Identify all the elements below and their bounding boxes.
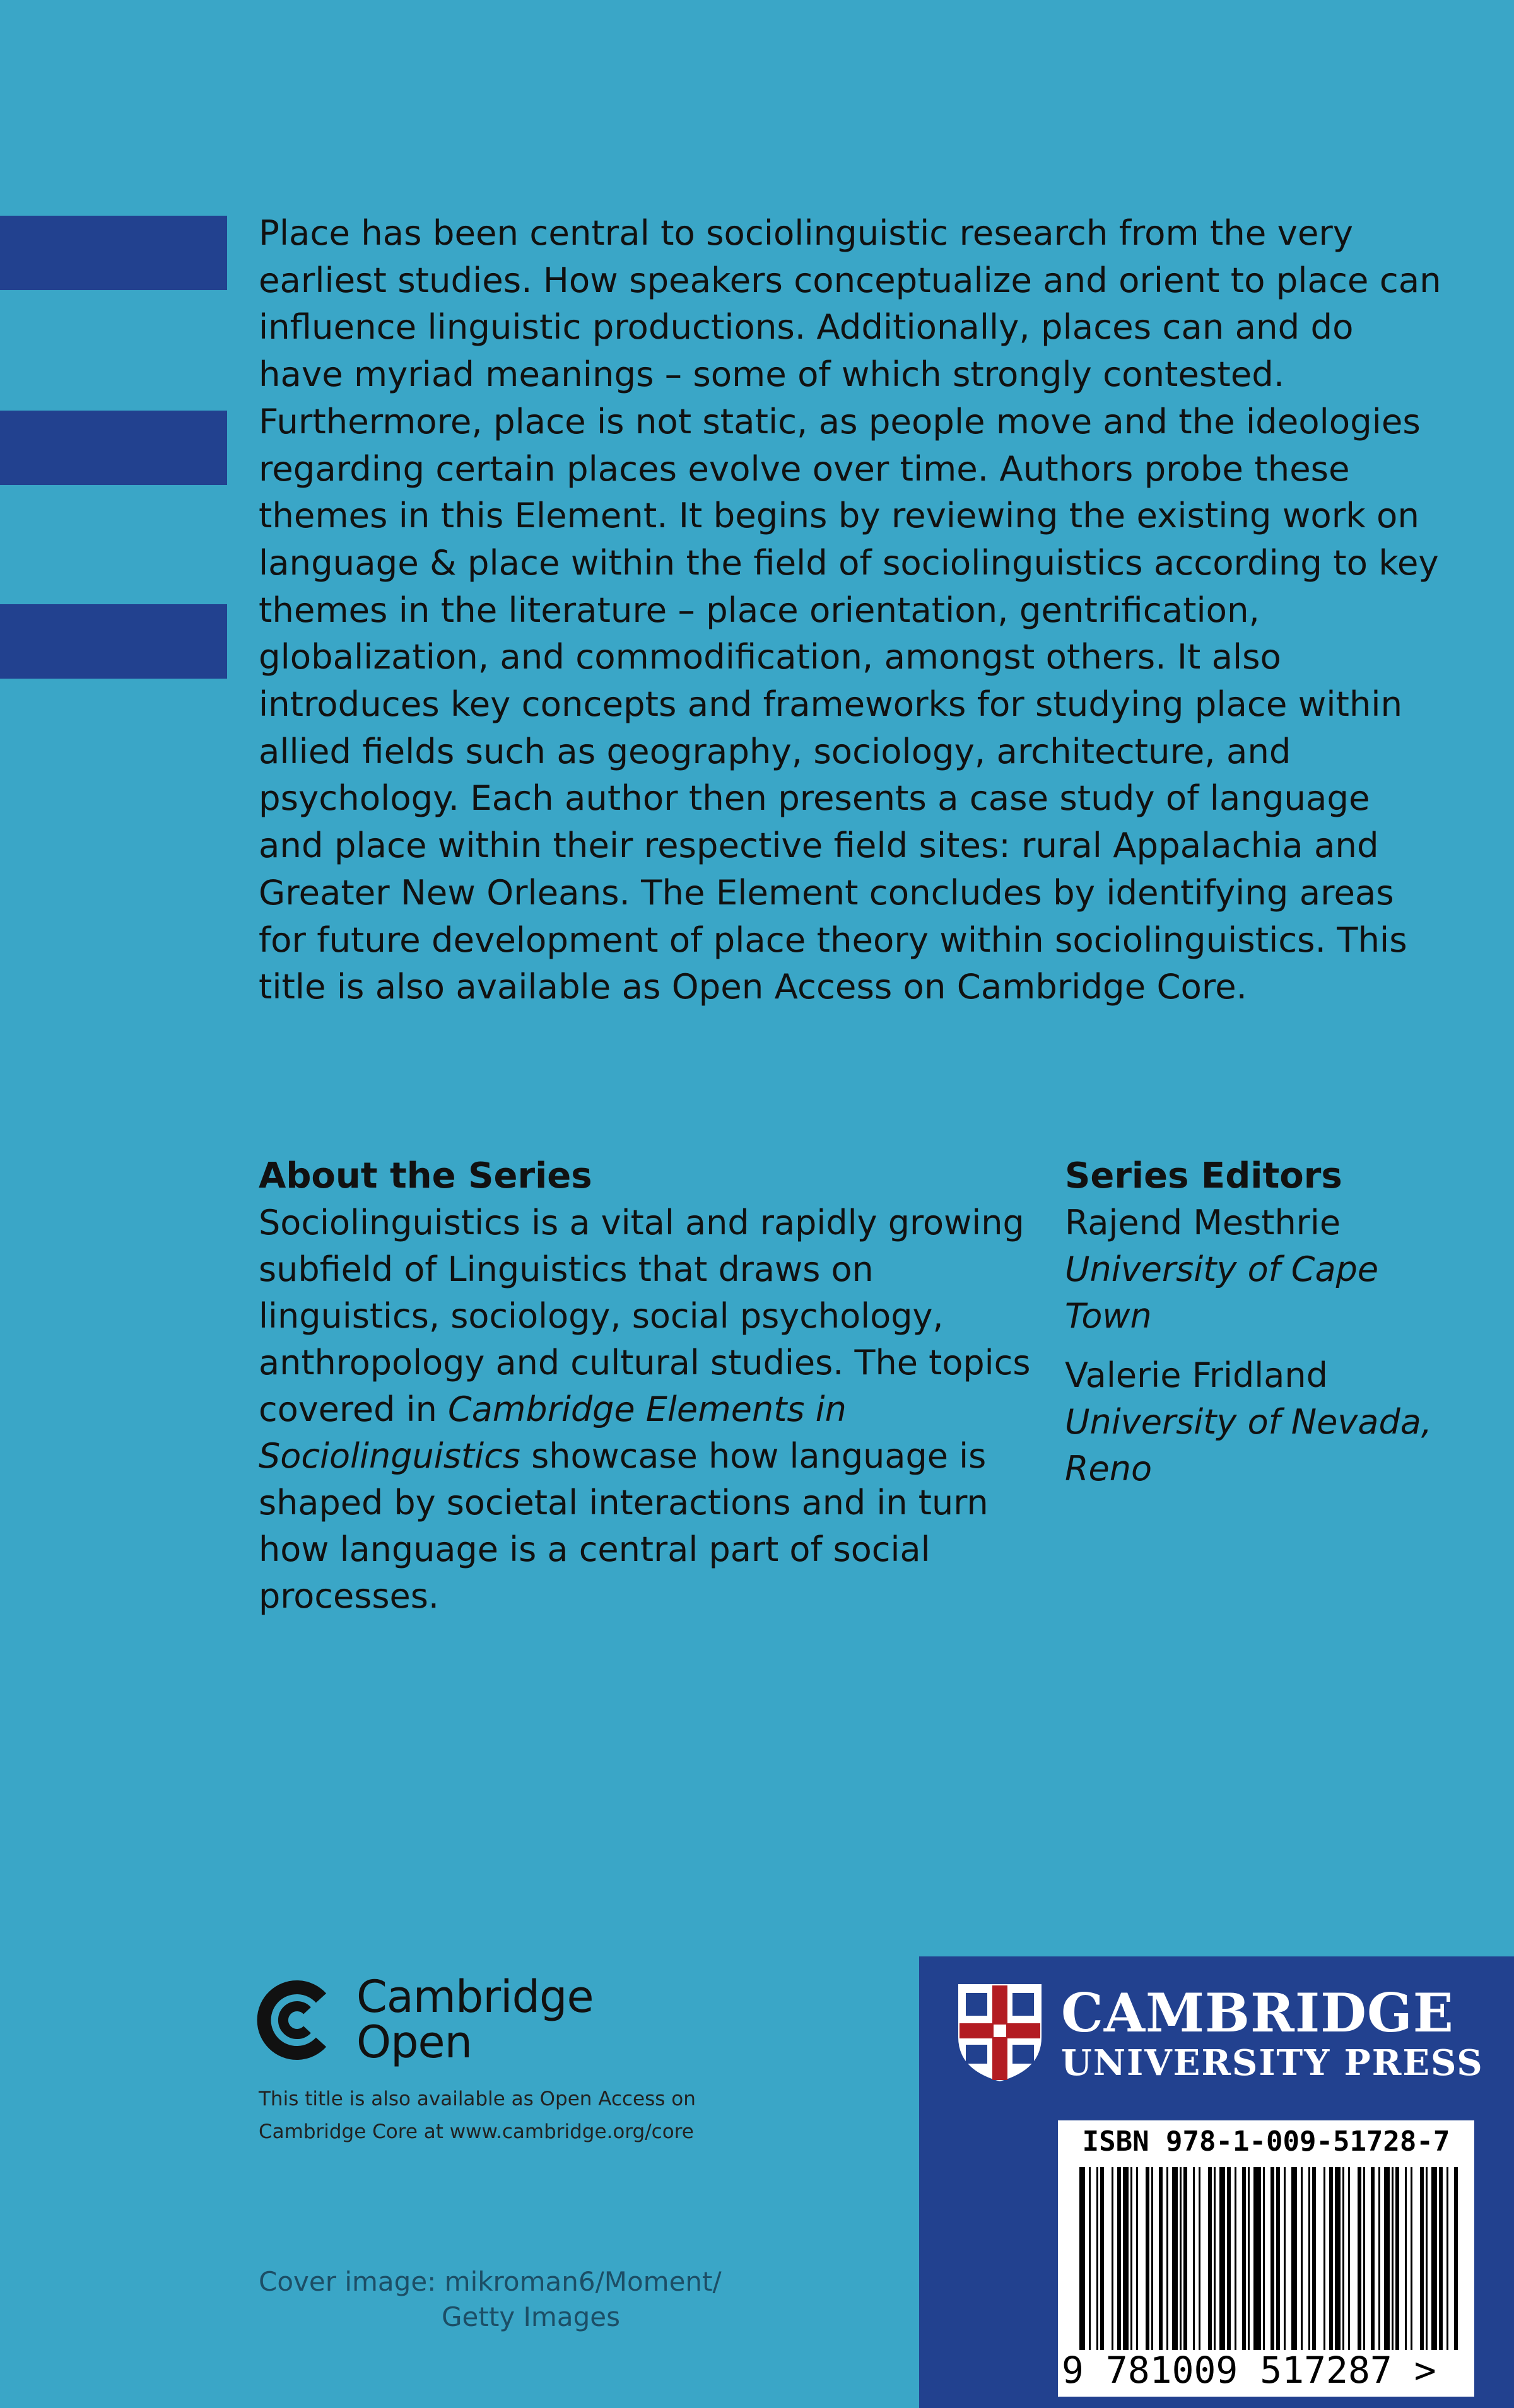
barcode-bar <box>1454 2167 1458 2350</box>
barcode-bar <box>1439 2167 1443 2350</box>
credit-line2: Getty Images <box>442 2301 620 2332</box>
note-line2: Cambridge Core at www.cambridge.org/core <box>259 2120 694 2143</box>
editor-entry <box>1065 1352 1469 1492</box>
barcode-bar <box>1146 2167 1149 2350</box>
barcode-bar <box>1384 2167 1390 2350</box>
barcode-bar <box>1284 2167 1286 2350</box>
publisher-name-line1: CAMBRIDGE <box>1061 1982 1454 2044</box>
series-editors-heading: Series Editors <box>1065 1155 1342 1196</box>
barcode-bar <box>1363 2167 1365 2350</box>
barcode-bar <box>1405 2167 1407 2350</box>
barcode-bar <box>1411 2167 1412 2350</box>
about-series-section <box>259 1153 1035 1620</box>
publisher-wordmark <box>1061 1983 1484 2083</box>
university-shield-icon <box>956 1982 1044 2083</box>
barcode-bar <box>1248 2167 1250 2350</box>
about-series-text <box>259 1200 1035 1620</box>
barcode-bar <box>1096 2167 1098 2350</box>
open-access-note <box>259 2083 826 2148</box>
series-title: Cambridge Elements in Sociolinguistics <box>259 1389 847 1476</box>
accent-bar-2 <box>0 411 227 485</box>
barcode-bar <box>1180 2167 1182 2350</box>
barcode-bars <box>1079 2167 1458 2350</box>
credit-line1: Cover image: mikroman6/Moment/ <box>259 2266 722 2297</box>
barcode-bar <box>1291 2167 1297 2350</box>
series-editors-section <box>1065 1153 1469 1505</box>
cambridge-open-wordmark <box>356 1971 594 2068</box>
barcode-bar <box>1263 2167 1265 2350</box>
about-series-heading: About the Series <box>259 1155 592 1196</box>
barcode-bar <box>1358 2167 1361 2350</box>
barcode-bar <box>1270 2167 1274 2350</box>
barcode-bar <box>1136 2167 1138 2350</box>
barcode-bar <box>1426 2167 1428 2350</box>
barcode-bar <box>1117 2167 1121 2350</box>
cambridge-open-c-icon <box>255 1979 337 2061</box>
barcode-bar <box>1378 2167 1380 2350</box>
editor-affiliation: University of Cape Town <box>1065 1249 1379 1336</box>
barcode-bar <box>1166 2167 1168 2350</box>
barcode-bar <box>1276 2167 1280 2350</box>
barcode-bar <box>1323 2167 1325 2350</box>
barcode-bar <box>1371 2167 1375 2350</box>
barcode-bar <box>1392 2167 1394 2350</box>
barcode-digits: 9 781009 517287 > <box>1062 2349 1436 2392</box>
barcode-bar <box>1242 2167 1246 2350</box>
barcode-bar <box>1199 2167 1200 2350</box>
isbn-label: ISBN 978-1-009-51728-7 <box>1082 2125 1450 2158</box>
barcode-bar <box>1208 2167 1212 2350</box>
wordmark-line2: Open <box>356 2016 472 2068</box>
barcode-bar <box>1342 2167 1344 2350</box>
editor-name: Rajend Mesthrie <box>1065 1203 1341 1242</box>
about-text-part2: showcase how language is shaped by societal interactions and in turn how language is a central part of social processes. <box>259 1436 989 1616</box>
publisher-panel <box>919 1956 1514 2408</box>
barcode-bar <box>1348 2167 1350 2350</box>
editor-name: Valerie Fridland <box>1065 1355 1328 1395</box>
barcode-bar <box>1151 2167 1153 2350</box>
barcode-bar <box>1079 2167 1085 2350</box>
barcode-bar <box>1130 2167 1132 2350</box>
isbn-barcode <box>1058 2120 1474 2397</box>
barcode-bar <box>1329 2167 1333 2350</box>
book-description: Place has been central to sociolinguistic research from the very earliest studies. How speakers conceptualize and orient to place can influence linguistic productions. Additionally, places can and do have myriad meanings – some of which strongly contested. Furthermore, place is not static, as people move and the ideologies regarding certain places evolve over time. Authors probe these themes in this Element. It begins by reviewing the existing work on language & place within the field of sociolinguistics according to key themes in the literature – place orientation, gentrification, globalization, and commodification, amongst others. It also introduces key concepts and frameworks for studying place within allied fields such as geography, sociology, architecture, and psychology. Each author then presents a case study of language and place within their respective field sites: rural Appalachia and Greater New Orleans. The Element concludes by identifying areas for future development of place theory within sociolinguistics. This title is also available as Open Access on Cambridge Core. <box>259 213 1441 1007</box>
editor-affiliation: University of Nevada, Reno <box>1065 1402 1432 1488</box>
barcode-bar <box>1301 2167 1303 2350</box>
barcode-bar <box>1227 2167 1231 2350</box>
barcode-bar <box>1214 2167 1216 2350</box>
barcode-bar <box>1395 2167 1399 2350</box>
barcode-bar <box>1123 2167 1129 2350</box>
barcode-bar <box>1447 2167 1448 2350</box>
cover-image-credit <box>259 2264 763 2335</box>
editor-entry <box>1065 1200 1469 1340</box>
barcode-bar <box>1335 2167 1341 2350</box>
barcode-bar <box>1112 2167 1113 2350</box>
barcode-bar <box>1219 2167 1225 2350</box>
barcode-bar <box>1172 2167 1178 2350</box>
barcode-bar <box>1431 2167 1437 2350</box>
publisher-name-line2: UNIVERSITY PRESS <box>1061 2042 1484 2084</box>
barcode-bar <box>1308 2167 1310 2350</box>
barcode-bar <box>1193 2167 1195 2350</box>
barcode-bar <box>1159 2167 1163 2350</box>
barcode-bar <box>1312 2167 1316 2350</box>
note-line1: This title is also available as Open Access on <box>259 2088 696 2110</box>
barcode-bar <box>1089 2167 1091 2350</box>
barcode-bar <box>1420 2167 1424 2350</box>
accent-bar-3 <box>0 604 227 679</box>
barcode-bar <box>1183 2167 1187 2350</box>
cambridge-open-logo <box>255 1971 647 2069</box>
barcode-bar <box>1100 2167 1104 2350</box>
barcode-bar <box>1235 2167 1236 2350</box>
wordmark-line1: Cambridge <box>356 1971 594 2023</box>
barcode-bar <box>1253 2167 1261 2350</box>
accent-bar-1 <box>0 216 227 290</box>
about-text-part1: Sociolinguistics is a vital and rapidly growing subfield of Linguistics that draws on linguistics, sociology, social psychology, anthropology and cultural studies. The topics covered in <box>259 1203 1031 1429</box>
